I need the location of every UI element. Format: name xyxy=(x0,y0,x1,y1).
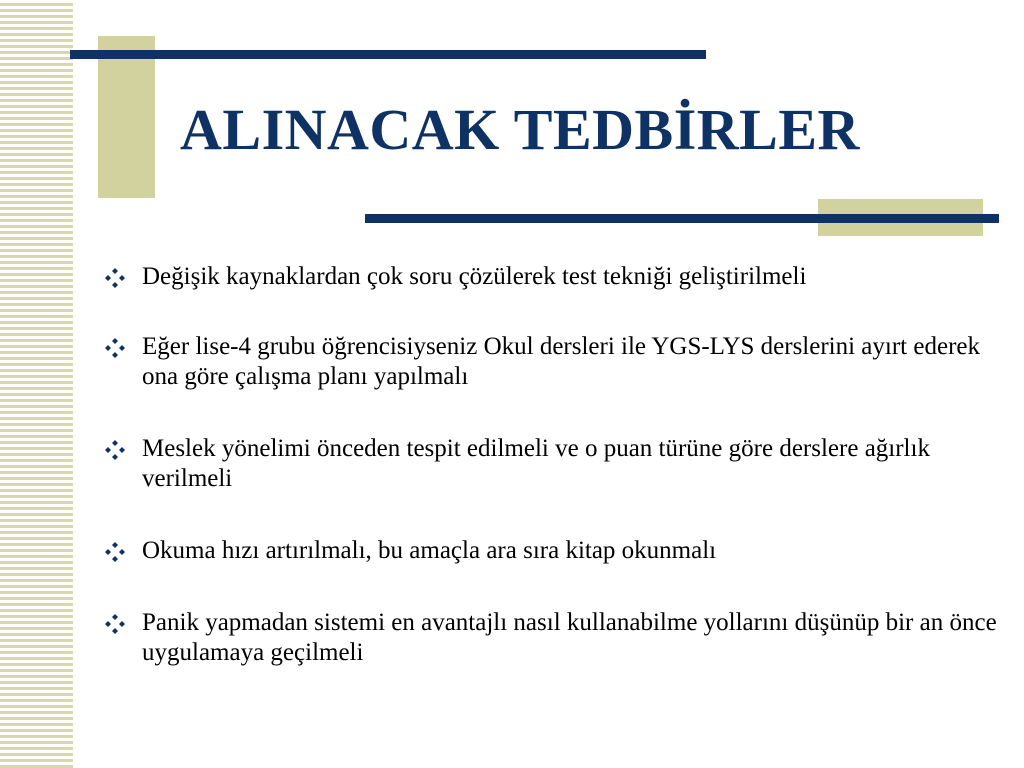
bullet-item xyxy=(102,434,1002,494)
four-diamond-bullet-icon xyxy=(104,337,126,359)
bullet-text: Değişik kaynaklardan çok soru çözülerek test tekniği geliştirilmeli xyxy=(142,263,807,290)
decorative-stripe-band xyxy=(0,0,73,768)
four-diamond-bullet-icon xyxy=(104,267,126,289)
bullet-item xyxy=(102,536,1002,566)
bullet-item xyxy=(102,332,1002,392)
bullet-item xyxy=(102,608,1002,668)
bullet-text: Eğer lise-4 grubu öğrencisiyseniz Okul dersleri ile YGS-LYS derslerini ayırt ederek ona göre çalışma planı yapılmalı xyxy=(142,333,980,390)
bullet-text: Okuma hızı artırılmalı, bu amaçla ara sıra kitap okunmalı xyxy=(142,537,717,564)
bullet-text: Panik yapmadan sistemi en avantajlı nasıl kullanabilme yollarını düşünüp bir an önce uygulamaya geçilmeli xyxy=(142,609,997,666)
decorative-block-top-left xyxy=(98,36,155,198)
four-diamond-bullet-icon xyxy=(104,439,126,461)
bullet-item xyxy=(102,262,1002,292)
bullet-text: Meslek yönelimi önceden tespit edilmeli ve o puan türüne göre derslere ağırlık verilmeli xyxy=(142,435,930,492)
slide-title: ALINACAK TEDBİRLER xyxy=(180,97,860,162)
bullet-list xyxy=(102,262,1002,668)
title-rule-top xyxy=(70,50,706,59)
title-rule-bottom xyxy=(365,214,999,223)
four-diamond-bullet-icon xyxy=(104,541,126,563)
four-diamond-bullet-icon xyxy=(104,613,126,635)
